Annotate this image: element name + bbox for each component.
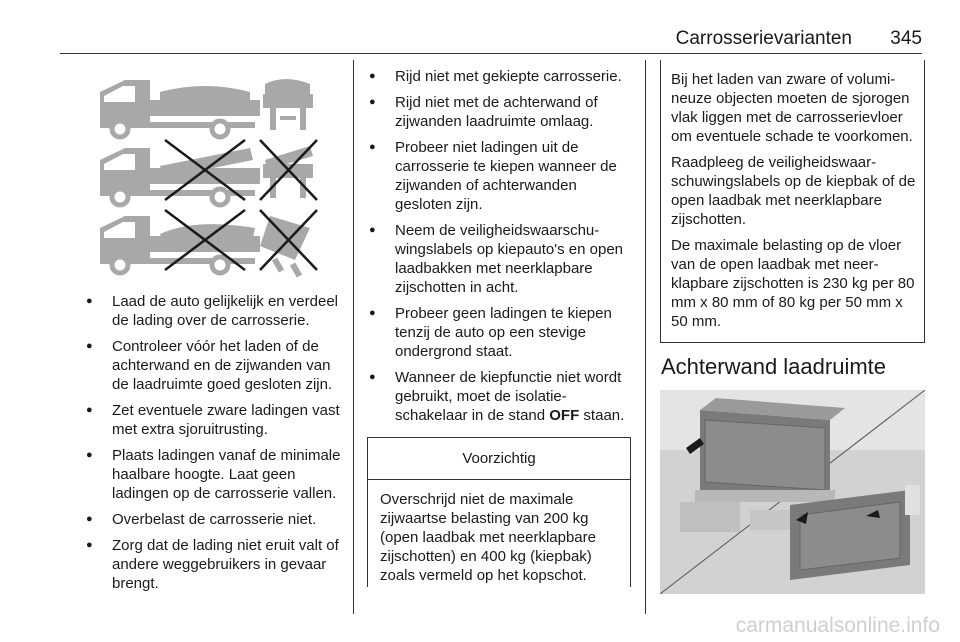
note-paragraph: De maximale belasting op de vloer van de open laadbak met neerklapbare zijschotten is 230 kg per 80 mm x 80 mm of 80 kg per 50 mm x 50 mm. <box>671 237 915 330</box>
list-item: ● Laad de auto gelijkelijk en verdeel de lading over de carrosserie. <box>84 292 346 330</box>
note-paragraph: Raadpleeg de veiligheidswaarschuwingslabels op de kiepbak of de open laadbak met neerklapbare zijschotten. <box>671 154 916 228</box>
truck-side-correct-load <box>100 80 260 137</box>
list-item: ● Plaats ladingen vanaf de minimale haalbare hoogte. Laat geen ladingen op de carrosserie vallen. <box>84 446 346 503</box>
list-item: ● Zorg dat de lading niet eruit valt of andere weggebruikers in gevaar brengt. <box>84 536 346 593</box>
list-item: ● Rijd niet met gekiepte carrosserie. <box>367 67 632 86</box>
list-item: ● Probeer geen ladingen te kiepen tenzij de auto op een stevige ondergrond staat. <box>367 304 632 361</box>
note-paragraph: Bij het laden van zware of volumineuze objecten moeten de sjorogen vlak liggen met de carrosserievloer om eventuele schade te voorkomen. <box>671 71 913 145</box>
tailgate-illustration <box>660 390 925 594</box>
column-divider <box>353 60 354 614</box>
caution-box <box>367 437 631 587</box>
watermark: carmanualsonline.info <box>735 614 940 637</box>
caution-body: Overschrijd niet de maximale zijwaartse belasting van 200 kg (open laadbak met neerklapbare zijschotten) en 400 kg (kiepbak) zoals vermeld op het kopschot. <box>380 491 596 584</box>
note-box <box>660 60 925 343</box>
load-distribution-illustration <box>95 72 320 282</box>
list-item: ● Controleer vóór het laden of de achterwand en de zijwanden van de laadruimte goed gesloten zijn. <box>84 337 346 394</box>
list-item: ● Zet eventuele zware ladingen vast met extra sjoruitrusting. <box>84 401 346 439</box>
column-1 <box>75 54 343 642</box>
page-header <box>60 24 922 54</box>
bullet-text: staan. <box>579 407 625 424</box>
column-divider <box>645 60 646 614</box>
tipper-instructions-list <box>367 67 632 432</box>
list-item: ● Probeer niet ladingen uit de carrosserie te kiepen wanneer de zijwanden of achterwanden gesloten zijn. <box>367 138 632 214</box>
header-title: Carrosserievarianten <box>675 28 852 49</box>
truck-side-tilted-load <box>100 148 260 205</box>
off-label: OFF <box>549 407 580 424</box>
loading-instructions-list <box>84 292 346 600</box>
page-number: 345 <box>890 28 922 49</box>
list-item: ● Neem de veiligheidswaarschuwingslabels op kiepauto's en open laadbakken met neerklapbare zijschotten in acht. <box>367 221 632 297</box>
truck-rear-correct-load <box>263 79 313 130</box>
list-item: ● Overbelast de carrosserie niet. <box>84 510 346 529</box>
list-item <box>367 368 632 425</box>
list-item: ● Rijd niet met de achterwand of zijwanden laadruimte omlaag. <box>367 93 632 131</box>
bullet-text: Wanneer de kiepfunctie niet wordt gebruikt, moet de isolatieschakelaar in de stand <box>395 369 622 424</box>
section-title: Achterwand laadruimte <box>661 354 887 379</box>
caution-title: Voorzichtig <box>368 438 630 480</box>
